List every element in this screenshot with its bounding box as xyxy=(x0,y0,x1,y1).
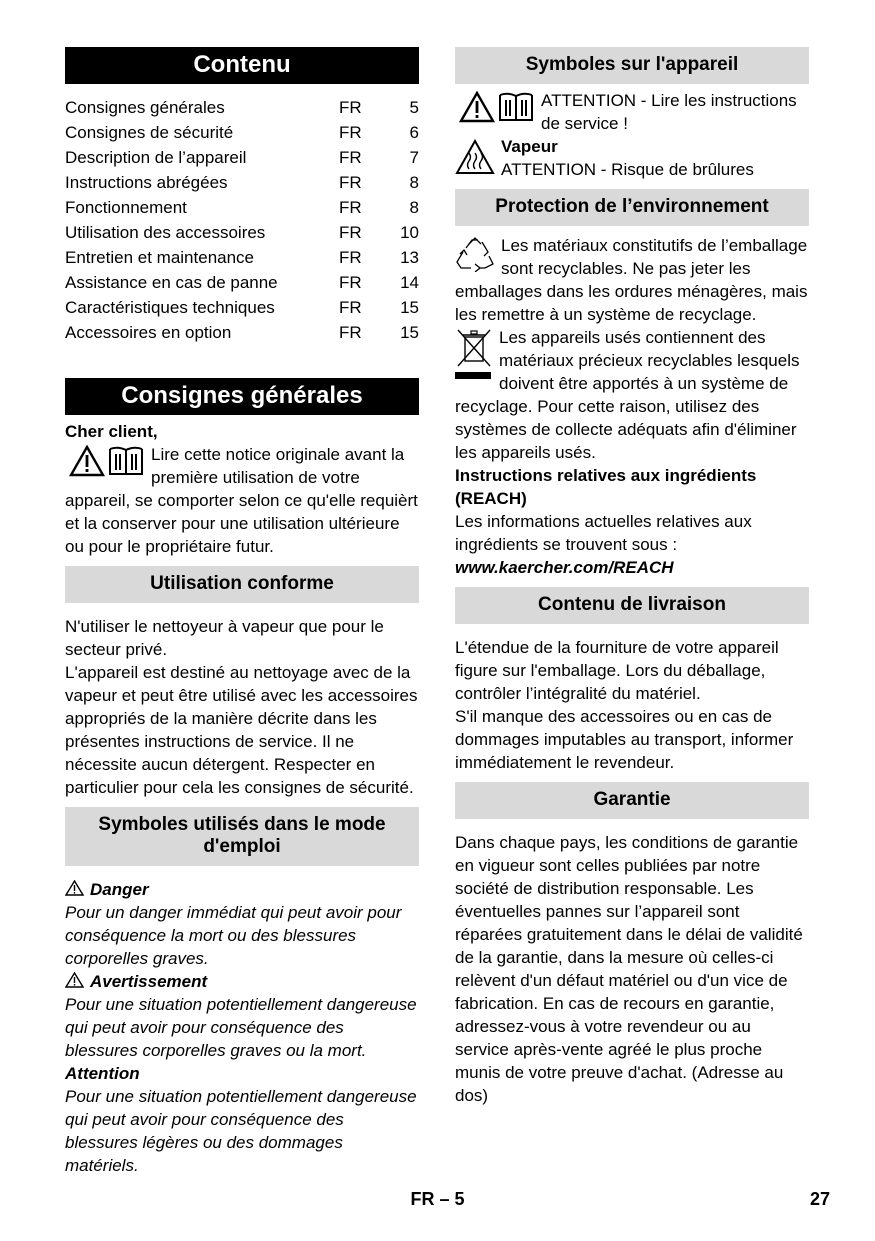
warning-triangle-icon xyxy=(459,91,495,123)
toc-row: Fonctionnement FR 8 xyxy=(65,198,419,217)
reach-text: Les informations actuelles relatives aux ingrédients se trouvent sous : xyxy=(455,512,752,554)
contents-heading: Contenu xyxy=(65,47,419,84)
warning-text: Pour une situation potentiellement dangereuse qui peut avoir pour conséquence des blessures corporelles graves ou la mort. xyxy=(65,995,417,1060)
toc-row: Description de l’appareil FR 7 xyxy=(65,148,419,167)
warning-triangle-icon xyxy=(65,880,84,896)
device-attention-text: ATTENTION - Lire les instructions de service ! xyxy=(541,91,797,133)
warning-label-row xyxy=(65,970,419,993)
packaging-recycling-block xyxy=(455,234,809,326)
reach-heading: Instructions relatives aux ingrédients (REACH) xyxy=(455,466,757,508)
danger-text: Pour un danger immédiat qui peut avoir pour conséquence la mort ou des blessures corporelles graves. xyxy=(65,903,402,968)
dear-client: Cher client, xyxy=(65,422,158,441)
general-instructions-text: Lire cette notice originale avant la première utilisation de votre appareil, se comporter selon ce qu'elle requièrt et la conserver pour une utilisation ultérieure ou pour le propriétaire futur. xyxy=(65,445,418,556)
toc-row: Consignes de sécurité FR 6 xyxy=(65,123,419,142)
hot-steam-icon xyxy=(455,139,495,175)
delivery-text-2: S'il manque des accessoires ou en cas de dommages imputables au transport, informer immédiatement le revendeur. xyxy=(455,707,794,772)
danger-label: Danger xyxy=(90,880,149,899)
steam-warning-block xyxy=(455,135,809,181)
device-symbols-heading: Symboles sur l'appareil xyxy=(455,47,809,84)
general-instructions-block xyxy=(65,443,419,558)
intended-use-text-1: N'utiliser le nettoyeur à vapeur que pour le secteur privé. xyxy=(65,617,384,659)
toc-row: Assistance en cas de panne FR 14 xyxy=(65,273,419,292)
crossed-out-bin-icon xyxy=(455,328,493,368)
general-instructions-heading: Consignes générales xyxy=(65,378,419,415)
table-of-contents xyxy=(65,95,419,345)
danger-label-row xyxy=(65,878,419,901)
toc-row: Accessoires en option FR 15 xyxy=(65,323,419,342)
right-column xyxy=(455,47,809,1107)
weee-text: Les appareils usés contiennent des matériaux précieux recyclables lesquels doivent être apportés à un système de recyclage. Pour cette raison, utilisez des systèmes de collecte adéquats afin d'éliminer les appareils usés. xyxy=(455,328,800,462)
warranty-text: Dans chaque pays, les conditions de garantie en vigueur sont celles publiées par notre société de distribution responsable. Les éventuelles pannes sur l’appareil sont réparées gratuitement dans le délai de validité de la garantie, dans la mesure où celles-ci relèvent d'un défaut matériel ou d'un vice de fabrication. En cas de recours en garantie, adressez-vous à votre revendeur ou au service après-vente agréé le plus proche munis de votre preuve d'achat. (Adresse au dos) xyxy=(455,833,803,1105)
steam-label: Vapeur xyxy=(501,137,558,156)
warning-triangle-icon xyxy=(65,972,84,988)
footer-page-number: 27 xyxy=(809,1189,830,1209)
weee-bar-icon xyxy=(455,372,491,379)
recycling-icon xyxy=(455,236,495,272)
toc-row: Instructions abrégées FR 8 xyxy=(65,173,419,192)
manual-book-icon xyxy=(497,91,535,123)
environment-heading: Protection de l’environnement xyxy=(455,189,809,226)
manual-symbols-heading: Symboles utilisés dans le mode d'emploi xyxy=(65,807,419,866)
intended-use-heading: Utilisation conforme xyxy=(65,566,419,603)
toc-row: Utilisation des accessoires FR 10 xyxy=(65,223,419,242)
toc-row: Caractéristiques techniques FR 15 xyxy=(65,298,419,317)
toc-row: Entretien et maintenance FR 13 xyxy=(65,248,419,267)
attention-text: Pour une situation potentiellement dangereuse qui peut avoir pour conséquence des blessures légères ou des dommages matériels. xyxy=(65,1087,417,1175)
delivery-text-1: L'étendue de la fourniture de votre appareil figure sur l'emballage. Lors du déballage, contrôler l’intégralité du matériel. xyxy=(455,638,779,703)
warranty-heading: Garantie xyxy=(455,782,809,819)
device-attention-block xyxy=(455,89,809,135)
warning-label: Avertissement xyxy=(90,972,208,991)
packaging-recycling-text: Les matériaux constitutifs de l’emballage sont recyclables. Ne pas jeter les emballages dans les ordures ménagères, mais les remettre à un système de recyclage. xyxy=(455,236,808,324)
manual-book-icon xyxy=(107,445,145,477)
delivery-heading: Contenu de livraison xyxy=(455,587,809,624)
toc-row: Consignes générales FR 5 xyxy=(65,98,419,117)
attention-label: Attention xyxy=(65,1064,140,1083)
footer-section-label: FR – 5 xyxy=(410,1189,465,1209)
intended-use-text-2: L'appareil est destiné au nettoyage avec de la vapeur et peut être utilisé avec les accessoires appropriés de la manière décrite dans les présentes instructions de service. Il ne nécessite aucun détergent. Respecter en particulier pour cela les consignes de sécurité. xyxy=(65,663,418,797)
weee-block xyxy=(455,326,809,464)
warning-triangle-icon xyxy=(69,445,105,477)
reach-link[interactable]: www.kaercher.com/REACH xyxy=(455,558,674,577)
left-column xyxy=(65,47,419,1177)
steam-text: ATTENTION - Risque de brûlures xyxy=(501,160,754,179)
